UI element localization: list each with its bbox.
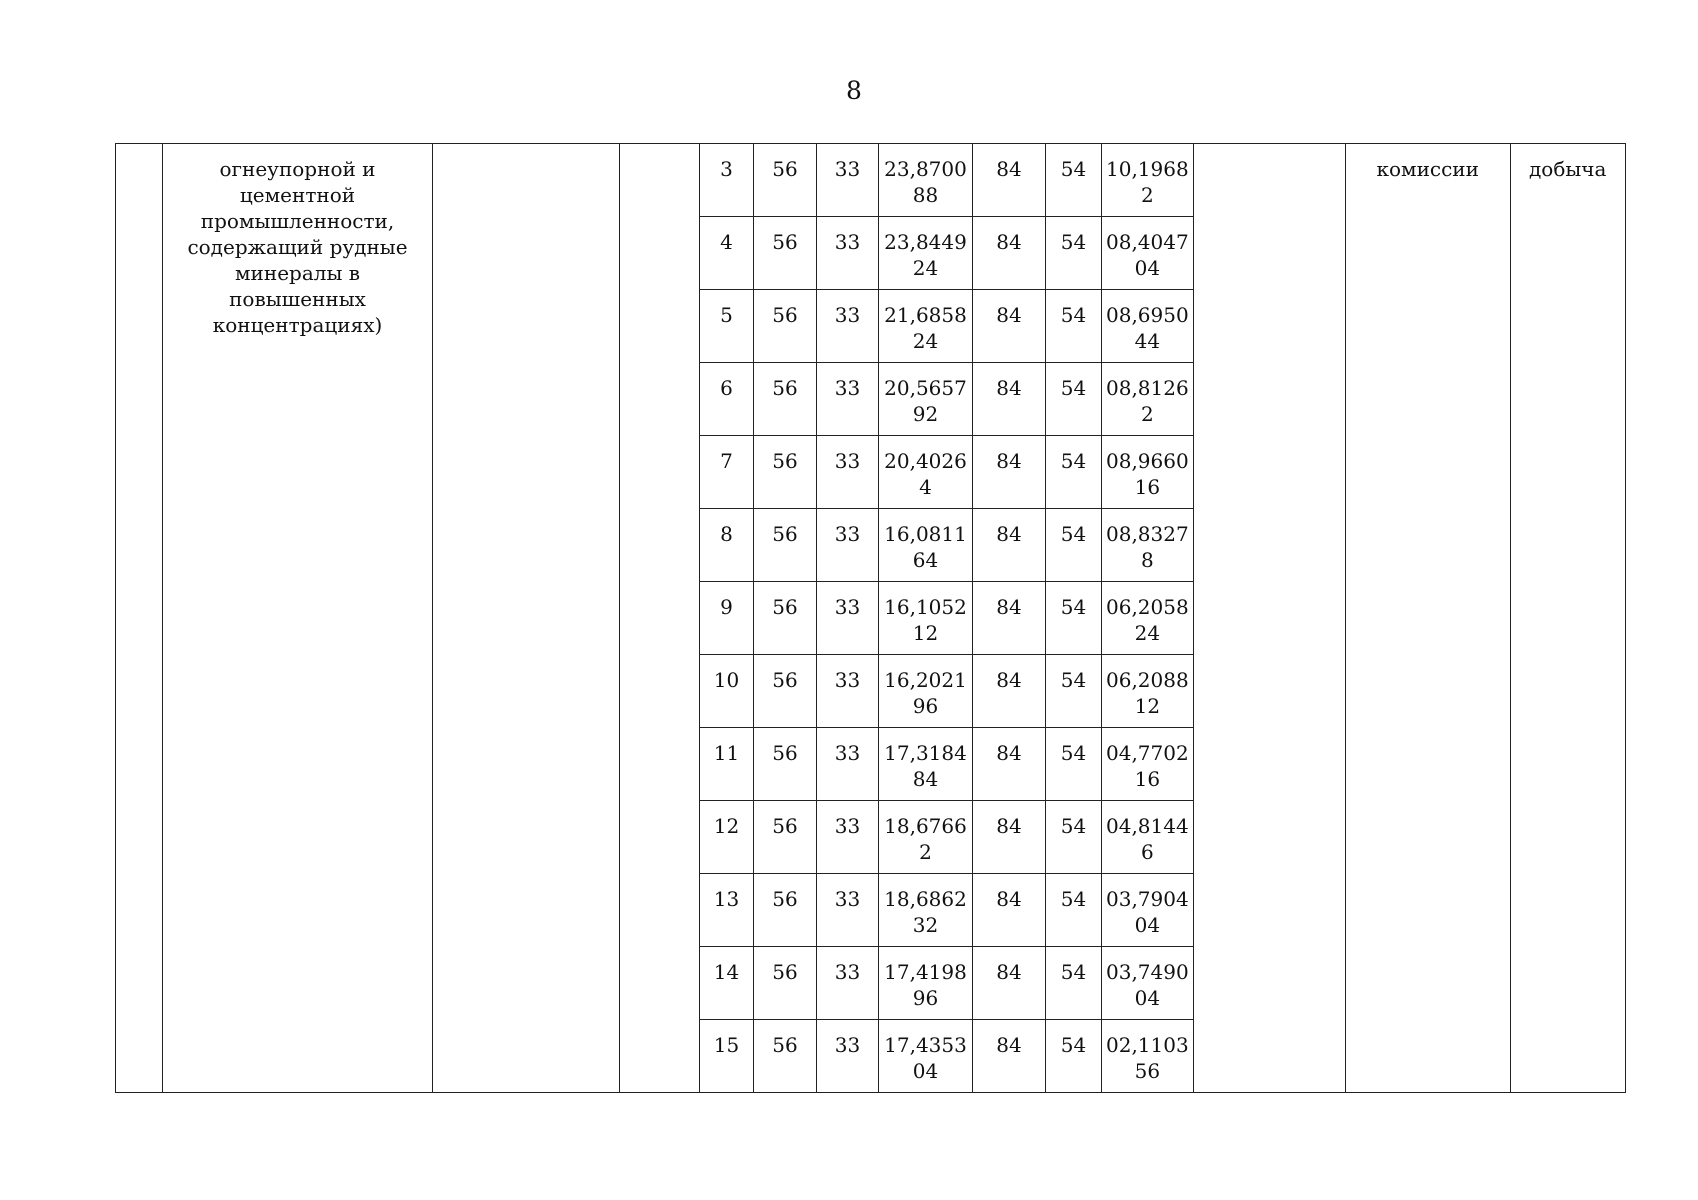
latitude-seconds <box>879 728 973 801</box>
longitude-degrees: 84 <box>973 1020 1046 1093</box>
point-number: 6 <box>700 363 754 436</box>
latitude-seconds-part1: 17,3184 <box>884 741 967 765</box>
latitude-minutes: 33 <box>817 290 879 363</box>
longitude-seconds-part2: 16 <box>1134 475 1161 499</box>
point-number: 11 <box>700 728 754 801</box>
table-body <box>116 144 1626 1093</box>
point-number: 3 <box>700 144 754 217</box>
commission-cell: комиссии <box>1345 144 1510 1093</box>
latitude-seconds <box>879 509 973 582</box>
latitude-seconds-part2: 32 <box>912 913 939 937</box>
latitude-seconds <box>879 582 973 655</box>
empty-cell <box>433 144 620 1093</box>
latitude-seconds <box>879 1020 973 1093</box>
longitude-seconds-part1: 08,8327 <box>1106 522 1189 546</box>
latitude-seconds <box>879 874 973 947</box>
longitude-degrees: 84 <box>973 217 1046 290</box>
longitude-seconds-part1: 06,2088 <box>1106 668 1189 692</box>
latitude-seconds-part1: 16,0811 <box>884 522 967 546</box>
page-number: 8 <box>846 76 862 105</box>
longitude-seconds <box>1102 144 1194 217</box>
longitude-degrees: 84 <box>973 290 1046 363</box>
latitude-seconds-part1: 20,4026 <box>884 449 967 473</box>
latitude-minutes: 33 <box>817 217 879 290</box>
point-number: 7 <box>700 436 754 509</box>
longitude-degrees: 84 <box>973 801 1046 874</box>
latitude-seconds-part1: 17,4198 <box>884 960 967 984</box>
longitude-minutes: 54 <box>1046 582 1102 655</box>
latitude-seconds <box>879 436 973 509</box>
latitude-seconds-part2: 24 <box>912 329 939 353</box>
latitude-seconds-part2: 64 <box>912 548 939 572</box>
longitude-degrees: 84 <box>973 363 1046 436</box>
latitude-seconds-part2: 92 <box>912 402 939 426</box>
longitude-seconds <box>1102 728 1194 801</box>
longitude-seconds <box>1102 436 1194 509</box>
latitude-minutes: 33 <box>817 1020 879 1093</box>
empty-cell <box>620 144 700 1093</box>
latitude-seconds-part1: 17,4353 <box>884 1033 967 1057</box>
point-number: 5 <box>700 290 754 363</box>
empty-cell <box>1193 144 1345 1093</box>
longitude-degrees: 84 <box>973 947 1046 1020</box>
longitude-seconds-part1: 08,4047 <box>1106 230 1189 254</box>
longitude-seconds-part1: 08,6950 <box>1106 303 1189 327</box>
latitude-degrees: 56 <box>754 290 817 363</box>
longitude-seconds-part1: 08,9660 <box>1106 449 1189 473</box>
longitude-seconds-part2: 24 <box>1134 621 1161 645</box>
latitude-seconds-part2: 84 <box>912 767 939 791</box>
description-cell: огнеупорной и цементной промышленности, содержащий рудные минералы в повышенных концентрациях) <box>163 144 433 1093</box>
longitude-seconds-part1: 02,1103 <box>1106 1033 1189 1057</box>
longitude-seconds-part1: 06,2058 <box>1106 595 1189 619</box>
latitude-degrees: 56 <box>754 582 817 655</box>
latitude-seconds <box>879 801 973 874</box>
latitude-seconds-part2: 04 <box>912 1059 939 1083</box>
longitude-seconds-part1: 04,8144 <box>1106 814 1189 838</box>
longitude-degrees: 84 <box>973 509 1046 582</box>
longitude-degrees: 84 <box>973 436 1046 509</box>
latitude-seconds-part1: 16,1052 <box>884 595 967 619</box>
latitude-degrees: 56 <box>754 655 817 728</box>
latitude-minutes: 33 <box>817 363 879 436</box>
latitude-minutes: 33 <box>817 801 879 874</box>
latitude-seconds-part1: 23,8700 <box>884 157 967 181</box>
point-number: 10 <box>700 655 754 728</box>
latitude-degrees: 56 <box>754 801 817 874</box>
longitude-seconds <box>1102 290 1194 363</box>
point-number: 15 <box>700 1020 754 1093</box>
longitude-minutes: 54 <box>1046 874 1102 947</box>
longitude-minutes: 54 <box>1046 728 1102 801</box>
longitude-seconds <box>1102 655 1194 728</box>
latitude-degrees: 56 <box>754 363 817 436</box>
activity-cell: добыча <box>1510 144 1625 1093</box>
latitude-seconds-part2: 88 <box>912 183 939 207</box>
latitude-degrees: 56 <box>754 217 817 290</box>
coordinates-table <box>115 143 1626 1093</box>
latitude-seconds-part2: 2 <box>919 840 932 864</box>
longitude-seconds-part2: 2 <box>1140 183 1154 207</box>
latitude-seconds-part2: 24 <box>912 256 939 280</box>
longitude-seconds-part2: 6 <box>1140 840 1154 864</box>
longitude-seconds-part1: 03,7904 <box>1106 887 1189 911</box>
latitude-minutes: 33 <box>817 509 879 582</box>
point-number: 12 <box>700 801 754 874</box>
latitude-degrees: 56 <box>754 436 817 509</box>
latitude-seconds-part1: 20,5657 <box>884 376 967 400</box>
latitude-seconds-part2: 96 <box>912 694 939 718</box>
longitude-seconds <box>1102 509 1194 582</box>
longitude-seconds <box>1102 874 1194 947</box>
longitude-seconds-part2: 04 <box>1134 256 1161 280</box>
longitude-minutes: 54 <box>1046 436 1102 509</box>
latitude-seconds <box>879 363 973 436</box>
latitude-seconds <box>879 290 973 363</box>
latitude-minutes: 33 <box>817 144 879 217</box>
index-cell <box>116 144 163 1093</box>
latitude-seconds <box>879 217 973 290</box>
latitude-seconds-part1: 18,6862 <box>884 887 967 911</box>
longitude-seconds-part2: 56 <box>1134 1059 1161 1083</box>
longitude-seconds-part1: 03,7490 <box>1106 960 1189 984</box>
latitude-seconds-part1: 18,6766 <box>884 814 967 838</box>
longitude-minutes: 54 <box>1046 290 1102 363</box>
latitude-seconds-part2: 96 <box>912 986 939 1010</box>
longitude-seconds-part1: 04,7702 <box>1106 741 1189 765</box>
longitude-seconds <box>1102 363 1194 436</box>
longitude-minutes: 54 <box>1046 217 1102 290</box>
latitude-degrees: 56 <box>754 144 817 217</box>
longitude-seconds-part2: 16 <box>1134 767 1161 791</box>
longitude-seconds <box>1102 1020 1194 1093</box>
longitude-seconds-part2: 04 <box>1134 986 1161 1010</box>
longitude-minutes: 54 <box>1046 947 1102 1020</box>
point-number: 9 <box>700 582 754 655</box>
latitude-seconds-part2: 12 <box>912 621 939 645</box>
latitude-seconds <box>879 655 973 728</box>
latitude-minutes: 33 <box>817 947 879 1020</box>
longitude-seconds-part2: 8 <box>1140 548 1154 572</box>
longitude-degrees: 84 <box>973 582 1046 655</box>
longitude-minutes: 54 <box>1046 363 1102 436</box>
longitude-seconds-part2: 04 <box>1134 913 1161 937</box>
latitude-minutes: 33 <box>817 728 879 801</box>
latitude-seconds-part1: 21,6858 <box>884 303 967 327</box>
longitude-seconds <box>1102 582 1194 655</box>
point-number: 4 <box>700 217 754 290</box>
longitude-seconds <box>1102 801 1194 874</box>
longitude-seconds-part2: 12 <box>1134 694 1161 718</box>
longitude-minutes: 54 <box>1046 509 1102 582</box>
latitude-minutes: 33 <box>817 874 879 947</box>
point-number: 13 <box>700 874 754 947</box>
longitude-minutes: 54 <box>1046 801 1102 874</box>
latitude-seconds-part1: 23,8449 <box>884 230 967 254</box>
point-number: 14 <box>700 947 754 1020</box>
latitude-seconds <box>879 144 973 217</box>
latitude-degrees: 56 <box>754 728 817 801</box>
longitude-degrees: 84 <box>973 874 1046 947</box>
latitude-minutes: 33 <box>817 436 879 509</box>
latitude-degrees: 56 <box>754 509 817 582</box>
latitude-seconds-part1: 16,2021 <box>884 668 967 692</box>
table-row <box>116 144 1626 217</box>
latitude-seconds <box>879 947 973 1020</box>
latitude-degrees: 56 <box>754 1020 817 1093</box>
latitude-minutes: 33 <box>817 655 879 728</box>
longitude-seconds-part2: 2 <box>1140 402 1154 426</box>
longitude-degrees: 84 <box>973 728 1046 801</box>
latitude-degrees: 56 <box>754 874 817 947</box>
longitude-seconds-part1: 08,8126 <box>1106 376 1189 400</box>
longitude-degrees: 84 <box>973 144 1046 217</box>
longitude-minutes: 54 <box>1046 655 1102 728</box>
latitude-seconds-part2: 4 <box>919 475 932 499</box>
longitude-minutes: 54 <box>1046 144 1102 217</box>
latitude-degrees: 56 <box>754 947 817 1020</box>
longitude-seconds-part2: 44 <box>1134 329 1161 353</box>
longitude-seconds-part1: 10,1968 <box>1106 157 1189 181</box>
latitude-minutes: 33 <box>817 582 879 655</box>
point-number: 8 <box>700 509 754 582</box>
longitude-minutes: 54 <box>1046 1020 1102 1093</box>
longitude-seconds <box>1102 947 1194 1020</box>
longitude-seconds <box>1102 217 1194 290</box>
longitude-degrees: 84 <box>973 655 1046 728</box>
